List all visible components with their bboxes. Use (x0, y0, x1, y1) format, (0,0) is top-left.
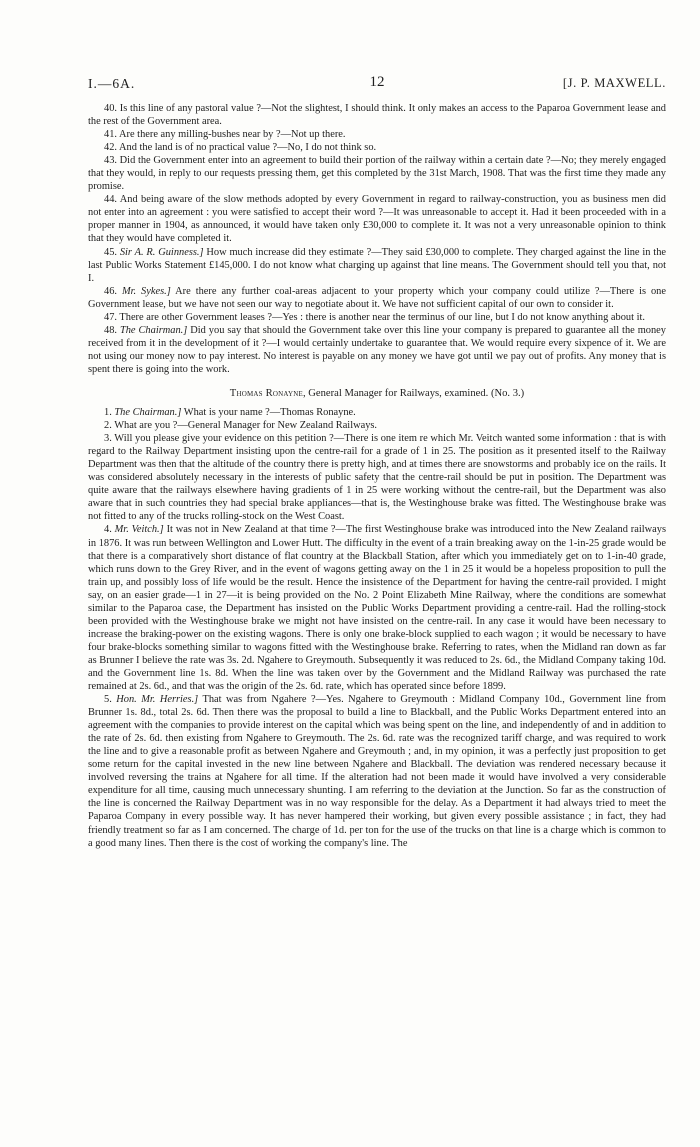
question-paragraph: 40. Is this line of any pastoral value ?—Not the slightest, I should think. It only makes an access to the Paparoa Government lease and the rest of the Government area. (88, 103, 666, 128)
question-paragraph: 3. Will you please give your evidence on this petition ?—There is one item re which Mr. Veitch wanted some information : that is with regard to the Railway Department insisting upon the centre-rail for a grade of 1 in 25. The position as it presented itself to the Railway Department was then that the altitude of the country there is pretty high, and at times there are snowstorms and probably ice on the rails. It was considered absolutely necessary in the interests of public safety that the centre-rail should be put in position. The Department was quite aware that the railways elsewhere having gradients of 1 in 25 were working without the centre-rail, but the Department was also aware that in such countries they had special brake appliances—that is, the Westinghouse brake was fitted. The Westinghouse brake was not fitted to any of the trucks rolling-stock on the West Coast. (88, 433, 666, 523)
question-paragraph: 46. Mr. Sykes.] Are there any further coal-areas adjacent to your property which your company could utilize ?—There is one Government lease, but we have not seen our way to negotiate about it. We have not sufficient capital of our own to consider it. (88, 285, 666, 310)
question-paragraph: 43. Did the Government enter into an agreement to build their portion of the railway within a certain date ?—No; they merely engaged that they would, in reply to our requests pressing them, get this completed by the 31st March, 1908. That was the first time they made any promise. (88, 155, 666, 193)
question-paragraph: 2. What are you ?—General Manager for New Zealand Railways. (104, 420, 378, 432)
page-header (88, 76, 666, 98)
speaker-name: Mr. Sykes.] (121, 285, 171, 297)
question-paragraph: 44. And being aware of the slow methods adopted by every Government in regard to railway-construction, you as business men did not enter into an agreement : you were satisfied to accept their word ?—It was unreasonable to accept it. Had it been proceeded with in a proper manner in 1904, as announced, it would have taken only £30,000 to complete it. It was not a very unreasonable opinion to think that they would have completed it. (88, 194, 666, 245)
page-number: 12 (369, 74, 385, 90)
document-body (88, 102, 666, 850)
paper-reference: I.—6A. (88, 76, 136, 91)
question-paragraph: 45. Sir A. R. Guinness.] How much increase did they estimate ?—They said £30,000 to complete. They charged against the line in the last Public Works Statement £145,000. I do not know what charging up against that line means. The Government should tell you that, not I. (88, 246, 667, 284)
speaker-name: Mr. Veitch.] (114, 524, 164, 536)
speaker-name: The Chairman.] (119, 324, 188, 336)
question-paragraph: 48. The Chairman.] Did you say that should the Government take over this line your company is prepared to guarantee all the money received from it in the development of it ?—I would certainly undertake to guarantee that. We would require every sixpence of it. We are not using our money now to pay interest. No interest is payable on any money we have got until we pay out of profits. Any money that is spent there is going into the work. (88, 324, 666, 375)
question-paragraph: 5. Hon. Mr. Herries.] That was from Ngahere ?—Yes. Ngahere to Greymouth : Midland Company 10d., Government line from Brunner 1s. 8d., total 2s. 6d. Then there was the proposal to build a line to Blackball, and the Public Works Department entered into an agreement with the companies to provide interest on the capital which was being spent on the line, and independently of and in addition to the rate of 2s. 6d. then existing from Ngahere to Greymouth. The 2s. 6d. rate was the recognized tariff charge, and was required to work the line and to give a reasonable profit as between Ngahere and Greymouth ; and, in my opinion, it was a perfectly just proposition to get some return for the capital invested in the new line between Ngahere and Blackball. The deviation was rendered necessary because it involved reversing the trains at Ngahere for all time. If the alteration had not been made it would have involved a very considerable expenditure for all time, causing much unnecessary shunting. I am referring to the deviation at the Junction. So far as the construction of the line is concerned the Railway Department was in no way responsible for the delay. As a Department it had always tried to meet the Paparoa Company in every possible way. It has never hampered their working, but given every possible assistance ; in fact, they had friendly treatment so far as I am concerned. The charge of 1d. per ton for the use of the trucks on that line is a charge which is common to a good many lines. Then there is the cost of working the company's line. The (88, 694, 667, 849)
question-paragraph: 41. Are there any milling-bushes near by ?—Not up there. (104, 129, 346, 141)
witness-heading: Thomas Ronayne, General Manager for Railways, examined. (No. 3.) (229, 387, 525, 399)
question-paragraph: 1. The Chairman.] What is your name ?—Thomas Ronayne. (104, 407, 356, 419)
speaker-name: Sir A. R. Guinness.] (119, 246, 204, 258)
question-paragraph: 47. There are other Government leases ?—Yes : there is another near the terminus of our line, but I do not know anything about it. (104, 311, 645, 323)
witness-running-head: [J. P. MAXWELL. (562, 76, 666, 90)
question-paragraph: 42. And the land is of no practical value ?—No, I do not think so. (104, 142, 377, 154)
question-paragraph: 4. Mr. Veitch.] It was not in New Zealand at that time ?—The first Westinghouse brake was introduced into the New Zealand railways in 1876. It was run between Wellington and Lower Hutt. The difficulty in the event of a train breaking away on the 1-in-25 grade would be that there is a comparatively short distance of flat country at the Blackball Station, after which you immediately get on to 1-in-40 grade, which runs down to the Grey River, and in the event of wagons getting away on the 1 in 25 it would be a hopeless proposition to pull the train up, and possibly loss of life would be the result. Hence the insistence of the Department for having the centre-rail provided. I might say, on an easier grade—1 in 27—it is being provided on the No. 2 Point Elizabeth Mine Railway, where the conditions are somewhat similar to the Paparoa case, the Department has insisted on the Public Works Department providing a centre-rail. Had the rolling-stock been provided with the Westinghouse brake we might not have insisted on the centre-rail. In any case it would have been necessary to increase the braking-power on the existing wagons. There is only one brake-block supplied to each wagon ; it would be necessary to have four brake-blocks something similar to wagons fitted with the Westinghouse brake. Referring to rates, when the Midland ran down as far as Brunner I believe the rate was 3s. 2d. Ngahere to Greymouth. Subsequently it was reduced to 2s. 6d., the Midland Company taking 10d. and the Government line 1s. 8d. When the line was taken over by the Government and the Midland Railway was purchased the rate remained at 2s. 6d., and that was the origin of the 2s. 6d. rate, which has operated since before 1899. (88, 524, 666, 693)
speaker-name: The Chairman.] (114, 407, 182, 419)
witness-name: Thomas Ronayne (229, 387, 303, 399)
speaker-name: Hon. Mr. Herries.] (116, 694, 199, 706)
